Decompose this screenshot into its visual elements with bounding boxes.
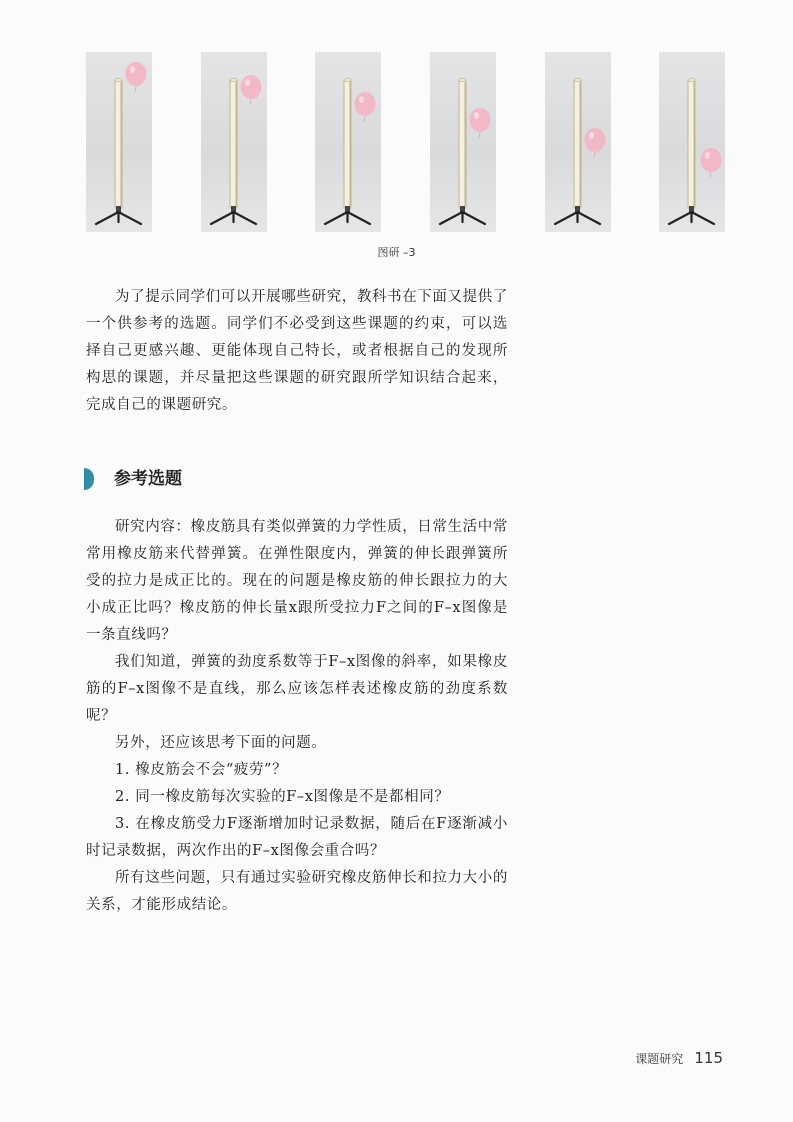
tube-top (115, 79, 122, 82)
question-item-3: 3. 在橡皮筋受力F逐渐增加时记录数据，随后在F逐渐减小时记录数据，两次作出的F–x图像会重合吗？ (86, 816, 508, 859)
page-number: 115 (694, 1049, 723, 1067)
balloon-string (364, 116, 365, 122)
intro-text: 为了提示同学们可以开展哪些研究，教科书在下面又提供了一个供参考的选题。同学们不必受到这些课题的约束，可以选择自己更感兴趣、更能体现自己特长，或者根据自己的发现所构思的课题，并尽量把这些课题的研究跟所学知识结合起来，完成自己的课题研究。 (86, 289, 508, 413)
tube-top (574, 79, 581, 82)
tube-top (459, 79, 466, 82)
balloon-highlight (589, 132, 594, 139)
section-marker (84, 468, 94, 490)
tripod-stand (325, 212, 370, 224)
figure-photo-sequence (86, 52, 726, 232)
photo-frame-5 (545, 52, 611, 232)
photo-illustration (545, 52, 611, 232)
photo-frame-2 (201, 52, 267, 232)
tube-top (688, 79, 695, 82)
balloon-string (135, 86, 136, 92)
photo-frame-6 (659, 52, 725, 232)
balloon (355, 92, 376, 116)
tube-top (230, 79, 237, 82)
page-footer (635, 1048, 723, 1067)
tripod-stand (555, 212, 600, 224)
photo-frame-4 (430, 52, 496, 232)
photo-illustration (430, 52, 496, 232)
balloon (701, 148, 722, 172)
balloon (470, 108, 491, 132)
balloon-highlight (245, 79, 250, 86)
photo-frame-1 (86, 52, 152, 232)
balloon-highlight (359, 96, 364, 103)
question-item-1: 1. 橡皮筋会不会“疲劳”？ (115, 762, 288, 778)
balloon-string (479, 132, 480, 138)
photo-illustration (315, 52, 381, 232)
tripod-stand (96, 212, 141, 224)
paragraph-stiffness: 我们知道，弹簧的劲度系数等于F–x图像的斜率，如果橡皮筋的F–x图像不是直线，那么应该怎样表述橡皮筋的劲度系数呢？ (86, 654, 508, 724)
tube-top (344, 79, 351, 82)
balloon (126, 62, 147, 86)
balloon-highlight (474, 112, 479, 119)
tripod-stand (440, 212, 485, 224)
paragraph-conclusion: 所有这些问题，只有通过实验研究橡皮筋伸长和拉力大小的关系，才能形成结论。 (86, 870, 508, 913)
research-topic-body (86, 514, 508, 919)
figure-caption: 图研 –3 (377, 246, 416, 259)
balloon (241, 75, 262, 99)
paragraph-further-questions: 另外，还应该思考下面的问题。 (115, 735, 327, 751)
tripod-stand (669, 212, 714, 224)
footer-section-label: 课题研究 (635, 1052, 684, 1066)
balloon (585, 128, 606, 152)
balloon-highlight (130, 66, 135, 73)
balloon-string (250, 99, 251, 105)
photo-illustration (201, 52, 267, 232)
photo-illustration (659, 52, 725, 232)
photo-frame-3 (315, 52, 381, 232)
intro-paragraph (86, 284, 508, 419)
question-item-2: 2. 同一橡皮筋每次实验的F–x图像是不是都相同？ (115, 789, 450, 805)
paragraph-research-content: 研究内容：橡皮筋具有类似弹簧的力学性质，日常生活中常常用橡皮筋来代替弹簧。在弹性限度内，弹簧的伸长跟弹簧所受的拉力是成正比的。现在的问题是橡皮筋的伸长跟拉力的大小成正比吗？橡皮筋的伸长量x跟所受拉力F之间的F–x图像是一条直线吗？ (86, 519, 508, 643)
balloon-string (594, 152, 595, 158)
balloon-string (710, 172, 711, 178)
balloon-highlight (705, 152, 710, 159)
photo-illustration (86, 52, 152, 232)
section-title: 参考选题 (114, 469, 182, 489)
tripod-stand (211, 212, 256, 224)
